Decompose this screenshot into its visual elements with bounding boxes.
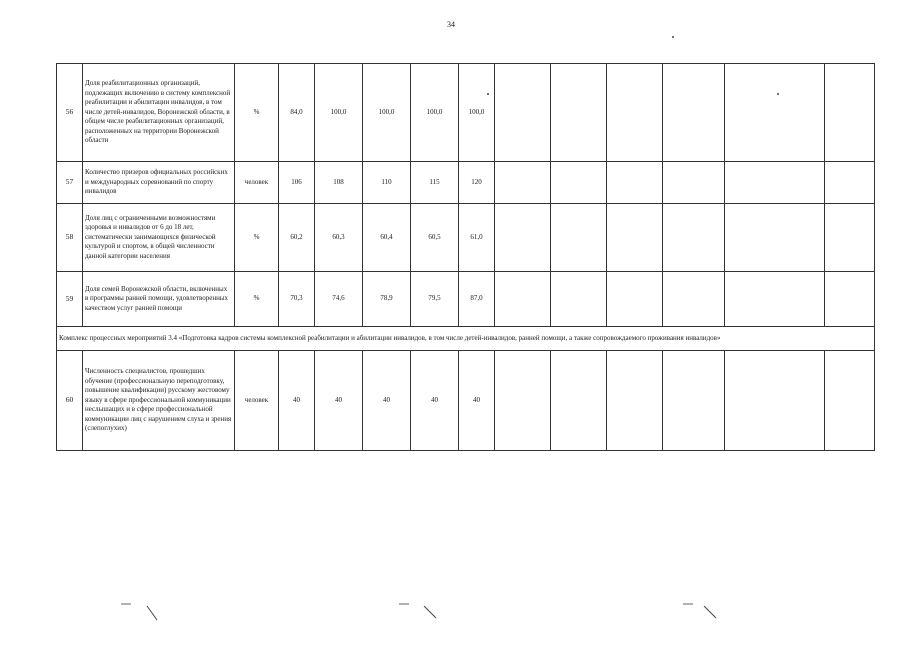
value-cell: 87,0 xyxy=(459,272,495,327)
empty-cell xyxy=(663,64,725,162)
empty-cell xyxy=(495,64,551,162)
row-number: 60 xyxy=(57,351,83,451)
empty-cell xyxy=(663,162,725,204)
empty-cell xyxy=(663,351,725,451)
value-cell: 40 xyxy=(279,351,315,451)
empty-cell xyxy=(495,272,551,327)
indicator-rows-bottom xyxy=(57,351,875,451)
value-cell: 100,0 xyxy=(411,64,459,162)
value-cell: 100,0 xyxy=(315,64,363,162)
table-row xyxy=(57,162,875,204)
unit-cell: % xyxy=(235,64,279,162)
unit-cell: % xyxy=(235,204,279,272)
section-title: Комплекс процессных мероприятий 3.4 «Подготовка кадров системы комплексной реабилитации и абилитации инвалидов, в том числе детей-инвалидов, ранней помощи, а также сопровождаемого проживания инвалидов» xyxy=(57,327,875,351)
scan-dot xyxy=(672,36,674,38)
table-row xyxy=(57,272,875,327)
empty-cell xyxy=(551,351,607,451)
value-cell: 120 xyxy=(459,162,495,204)
indicator-name: Доля лиц с ограниченными возможностями здоровья и инвалидов от 6 до 18 лет, систематически занимающихся физической культурой и спортом, в общей численности данной категории населения xyxy=(83,204,235,272)
unit-cell: человек xyxy=(235,162,279,204)
unit-cell: % xyxy=(235,272,279,327)
empty-cell xyxy=(551,64,607,162)
value-cell: 60,4 xyxy=(363,204,411,272)
value-cell: 74,6 xyxy=(315,272,363,327)
unit-cell: человек xyxy=(235,351,279,451)
value-cell: 60,5 xyxy=(411,204,459,272)
section-row-group xyxy=(57,327,875,351)
table-row xyxy=(57,204,875,272)
empty-cell xyxy=(825,162,875,204)
value-cell: 40 xyxy=(363,351,411,451)
value-cell: 108 xyxy=(315,162,363,204)
empty-cell xyxy=(725,204,825,272)
value-cell: 100,0 xyxy=(459,64,495,162)
row-number: 58 xyxy=(57,204,83,272)
empty-cell xyxy=(725,162,825,204)
empty-cell xyxy=(607,351,663,451)
section-row xyxy=(57,327,875,351)
value-cell: 60,3 xyxy=(315,204,363,272)
table-row xyxy=(57,64,875,162)
value-cell: 79,5 xyxy=(411,272,459,327)
indicator-name: Количество призеров официальных российских и международных соревнований по спорту инвалидов xyxy=(83,162,235,204)
row-number: 56 xyxy=(57,64,83,162)
indicator-name: Доля реабилитационных организаций, подлежащих включению в систему комплексной реабилитации и абилитации инвалидов, в том числе детей-инвалидов, Воронежской области, в общем числе реабилитационных организаций, расположенных на территории Воронежской области xyxy=(83,64,235,162)
indicator-name: Численность специалистов, прошедших обучение (профессиональную переподготовку, повышение квалификации) русскому жестовому языку в сфере профессиональной коммуникации неслышащих и в сфере профессиональной коммуникации лиц с нарушением слуха и зрения (слепоглухих) xyxy=(83,351,235,451)
empty-cell xyxy=(825,351,875,451)
value-cell: 84,0 xyxy=(279,64,315,162)
value-cell: 100,0 xyxy=(363,64,411,162)
value-cell: 110 xyxy=(363,162,411,204)
value-cell: 61,0 xyxy=(459,204,495,272)
indicators-table xyxy=(56,63,875,451)
empty-cell xyxy=(725,351,825,451)
value-cell: 115 xyxy=(411,162,459,204)
row-number: 59 xyxy=(57,272,83,327)
empty-cell xyxy=(495,204,551,272)
empty-cell xyxy=(825,204,875,272)
value-cell: 70,3 xyxy=(279,272,315,327)
value-cell: 60,2 xyxy=(279,204,315,272)
empty-cell xyxy=(551,272,607,327)
empty-cell xyxy=(825,64,875,162)
indicator-name: Доля семей Воронежской области, включенных в программы ранней помощи, удовлетворенных качеством услуг ранней помощи xyxy=(83,272,235,327)
value-cell: 78,9 xyxy=(363,272,411,327)
indicator-rows-top xyxy=(57,64,875,327)
empty-cell xyxy=(663,204,725,272)
empty-cell xyxy=(663,272,725,327)
empty-cell xyxy=(825,272,875,327)
empty-cell xyxy=(725,64,825,162)
empty-cell xyxy=(495,162,551,204)
empty-cell xyxy=(607,64,663,162)
empty-cell xyxy=(725,272,825,327)
empty-cell xyxy=(551,162,607,204)
value-cell: 40 xyxy=(411,351,459,451)
empty-cell xyxy=(607,162,663,204)
empty-cell xyxy=(495,351,551,451)
empty-cell xyxy=(607,272,663,327)
page-number: 34 xyxy=(447,20,455,29)
value-cell: 40 xyxy=(315,351,363,451)
value-cell: 40 xyxy=(459,351,495,451)
empty-cell xyxy=(551,204,607,272)
empty-cell xyxy=(607,204,663,272)
row-number: 57 xyxy=(57,162,83,204)
value-cell: 106 xyxy=(279,162,315,204)
table-row xyxy=(57,351,875,451)
